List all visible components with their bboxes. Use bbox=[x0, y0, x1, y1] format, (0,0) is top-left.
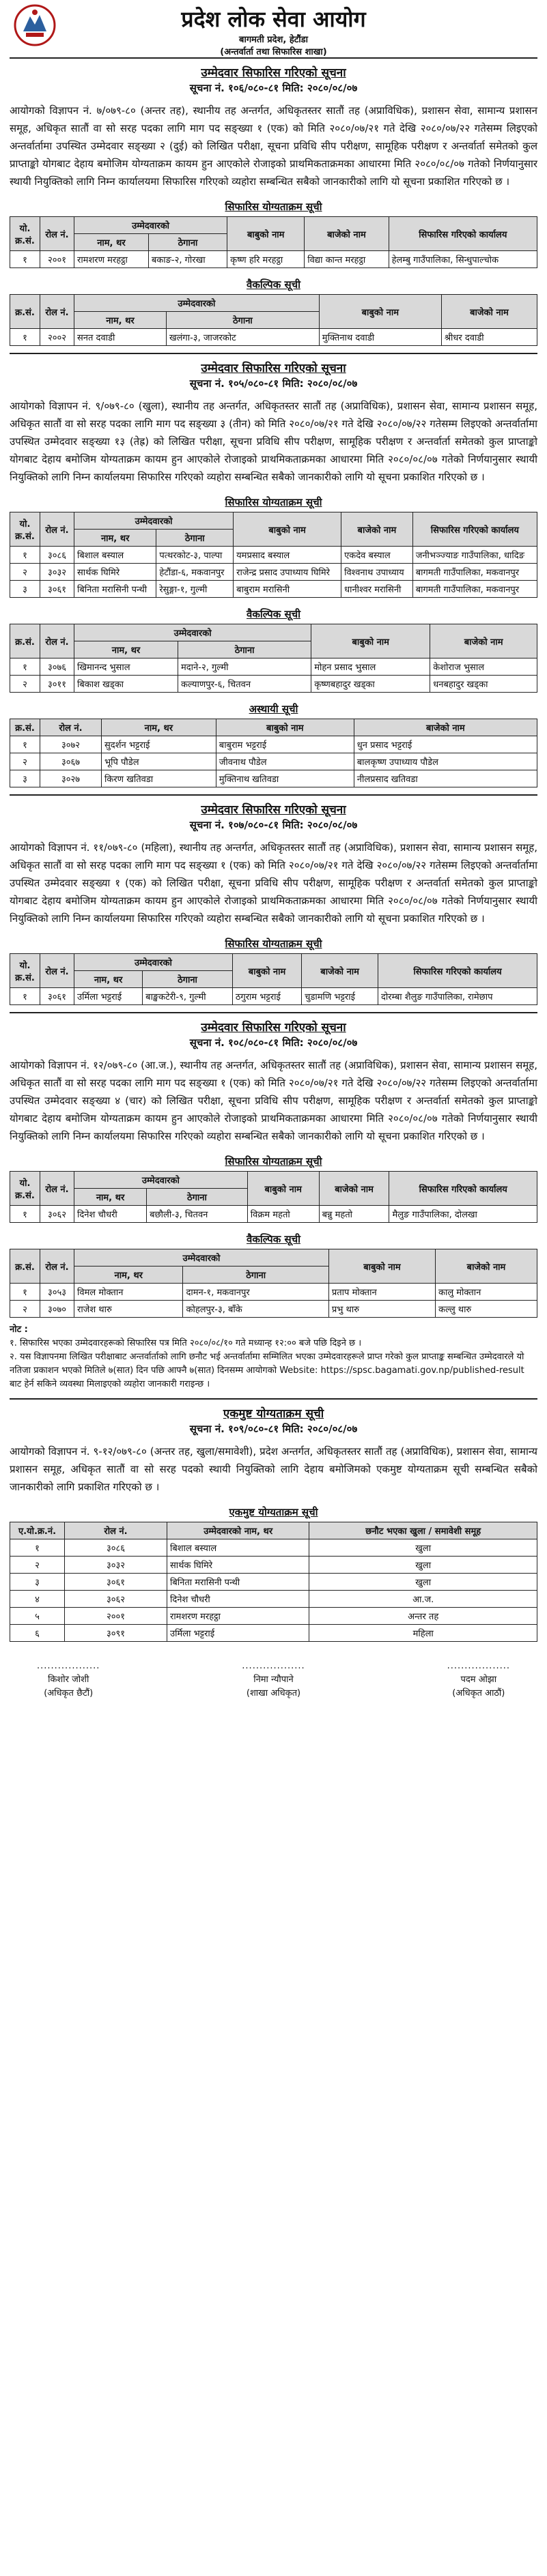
notice-paragraph: आयोगको विज्ञापन नं. ११/०७९-८० (महिला), स्थानीय तह अन्तर्गत, अधिकृतस्तर सातौं तह (अप्राविधिक), प्रशासन सेवा, सामान्य प्रशासन समूह, अधिकृत सातौं वा सो सरह पदका लागि माग पद सङ्ख्या १ (एक) को मिति २०८०/०७/२१ गते देखि २०८०/०७/२२ गतेसम्म लिइएको अन्तर्वार्तामा उपस्थित उम्मेदवार सङ्ख्या १ (एक) को लिखित परीक्षा, सूचना प्रविधि सीप परीक्षण, सामूहिक परीक्षण र अन्तर्वार्ता समेतको कुल प्राप्ताङ्को योगबाट देहाय बमोजिम योग्यताक्रम कायम हुन आएकोले रोजाइको प्राथमिकताक्रमका आधारमा मिति २०८०/०८/०७ गतेको निर्णयानुसार स्थायी नियुक्तिको लागि निम्न कार्यालयमा सिफारिस गरिएको व्यहोरा सम्बन्धित सबैको जानकारीको लागि यो सूचना प्रकाशित गरिएको छ । bbox=[10, 841, 537, 925]
col-roll: रोल नं. bbox=[40, 217, 74, 251]
col-candidate: उम्मेदवारको bbox=[74, 217, 227, 234]
cell-roll: ३०३२ bbox=[65, 1557, 167, 1574]
alternate-table-caption: वैकल्पिक सूची bbox=[247, 1233, 300, 1245]
cell-roll: ३०८६ bbox=[40, 547, 74, 564]
cell-roll: ३०५३ bbox=[40, 1284, 74, 1301]
signatory-name: पदम ओझा bbox=[460, 1675, 497, 1685]
col-father: बाबुको नाम bbox=[232, 954, 301, 988]
cell-name: उर्मिला भट्टराई bbox=[167, 1625, 309, 1642]
cell-address: बकाङ-२, गोरखा bbox=[148, 251, 227, 268]
cell-office: जनीभञ्ज्याङ गाउँपालिका, धादिङ bbox=[412, 547, 537, 564]
recommendation-table bbox=[10, 216, 537, 268]
col-name: नाम, थर bbox=[74, 641, 178, 659]
cell-grandfather: एकदेव बस्याल bbox=[341, 547, 413, 564]
table-row bbox=[10, 564, 537, 581]
cell-address: मदाने-२, गुल्मी bbox=[178, 659, 311, 676]
col-sn: यो. क्र.सं. bbox=[10, 512, 40, 547]
col-sn: यो. क्र.सं. bbox=[10, 954, 40, 988]
extended-table bbox=[10, 719, 537, 787]
recommendation-table bbox=[10, 953, 537, 1005]
col-roll: रोल नं. bbox=[40, 295, 74, 329]
document-header bbox=[10, 0, 537, 59]
cell-father: मोहन प्रसाद भुसाल bbox=[311, 659, 430, 676]
extended-table-caption: अस्थायी सूची bbox=[249, 703, 298, 715]
merit-notice bbox=[10, 1405, 537, 1642]
cell-name: बिनिता मरासिनी पन्थी bbox=[74, 581, 156, 598]
cell-name: बिशाल बस्याल bbox=[167, 1539, 309, 1557]
col-father: बाबुको नाम bbox=[311, 624, 430, 659]
col-candidate: उम्मेदवारको bbox=[74, 295, 320, 312]
col-sn: क्र.सं. bbox=[10, 1249, 40, 1284]
cell-name: किरण खतिवडा bbox=[102, 770, 216, 787]
section-divider bbox=[10, 353, 537, 354]
cell-roll: ३०६२ bbox=[65, 1591, 167, 1608]
col-address: ठेगाना bbox=[148, 234, 227, 251]
cell-roll: ३०९१ bbox=[65, 1625, 167, 1642]
col-father: बाबुको नाम bbox=[234, 512, 341, 547]
signatory-role: (शाखा अधिकृत) bbox=[246, 1688, 301, 1698]
cell-roll: ३०६१ bbox=[65, 1574, 167, 1591]
cell-address: बाङ्खकटेरी-९, गुल्मी bbox=[143, 988, 233, 1005]
col-grandfather: बाजेको नाम bbox=[305, 217, 389, 251]
cell-sn: ६ bbox=[10, 1625, 65, 1642]
col-sn: क्र.सं. bbox=[10, 295, 40, 329]
col-office: सिफारिस गरिएको कार्यालय bbox=[412, 512, 537, 547]
cell-father: जीवनाथ पौडेल bbox=[216, 753, 354, 770]
signatory: .................. पदम ओझा (अधिकृत आठौं) bbox=[447, 1660, 510, 1701]
table-row bbox=[10, 1557, 537, 1574]
recommendation-table bbox=[10, 512, 537, 598]
col-name: नाम, थर bbox=[102, 719, 216, 736]
cell-roll: ३०७२ bbox=[40, 736, 102, 753]
recommendation-table-caption: सिफारिस योग्यताक्रम सूची bbox=[225, 496, 322, 508]
cell-office: दोरम्बा शैलुङ गाउँपालिका, रामेछाप bbox=[378, 988, 537, 1005]
cell-name: बिकाश खड्का bbox=[74, 676, 178, 693]
cell-father: यमप्रसाद बस्याल bbox=[234, 547, 341, 564]
recommendation-table bbox=[10, 1171, 537, 1223]
col-grandfather: बाजेको नाम bbox=[319, 1172, 389, 1206]
col-office: सिफारिस गरिएको कार्यालय bbox=[378, 954, 537, 988]
cell-roll: ३०६२ bbox=[40, 1206, 74, 1223]
section-divider bbox=[10, 794, 537, 796]
col-father: बाबुको नाम bbox=[227, 217, 305, 251]
cell-sn: १ bbox=[10, 1284, 40, 1301]
cell-name: रामशरण मरहट्ठा bbox=[167, 1608, 309, 1625]
col-roll: रोल नं. bbox=[40, 512, 74, 547]
table-row bbox=[10, 1206, 537, 1223]
signatory: .................. निमा न्यौपाने (शाखा अधिकृत) bbox=[242, 1660, 305, 1701]
recommendation-table-caption: सिफारिस योग्यताक्रम सूची bbox=[225, 201, 322, 213]
col-grandfather: बाजेको नाम bbox=[435, 1249, 537, 1284]
col-roll: रोल नं. bbox=[40, 1172, 74, 1206]
cell-roll: ३०६१ bbox=[40, 988, 74, 1005]
notice-title: एकमुष्ट योग्यताक्रम सूची bbox=[223, 1407, 324, 1421]
cell-father: कृष्णबहादुर खड्का bbox=[311, 676, 430, 693]
cell-sn: ४ bbox=[10, 1591, 65, 1608]
table-row bbox=[10, 1608, 537, 1625]
col-name: नाम, थर bbox=[74, 312, 167, 329]
signature-block bbox=[10, 1660, 537, 1701]
cell-sn: १ bbox=[10, 736, 40, 753]
col-sn: यो. क्र.सं. bbox=[10, 217, 40, 251]
cell-roll: ३०११ bbox=[40, 676, 74, 693]
table-row bbox=[10, 659, 537, 676]
organization-title: प्रदेश लोक सेवा आयोग bbox=[181, 6, 366, 32]
notice-number: सूचना नं. १०६/०८०-८१ मिति: २०८०/०८/०७ bbox=[189, 82, 358, 94]
notice-number: सूचना नं. १०९/०८०-८१ मिति: २०८०/०८/०७ bbox=[189, 1423, 358, 1435]
cell-name: दिनेश चौधरी bbox=[74, 1206, 147, 1223]
cell-grandfather: धानीश्वर मरासिनी bbox=[341, 581, 413, 598]
cell-father: राजेन्द्र प्रसाद उपाध्याय घिमिरे bbox=[234, 564, 341, 581]
cell-grandfather: श्रीधर दवाडी bbox=[441, 329, 537, 346]
col-grandfather: बाजेको नाम bbox=[302, 954, 378, 988]
notice-title: उम्मेदवार सिफारिस गरिएको सूचना bbox=[201, 1021, 346, 1034]
col-name: नाम, थर bbox=[74, 234, 149, 251]
cell-grandfather: कालु मोक्तान bbox=[435, 1284, 537, 1301]
cell-name: विमल मोक्तान bbox=[74, 1284, 183, 1301]
col-address: ठेगाना bbox=[143, 971, 233, 988]
notice-paragraph: आयोगको विज्ञापन नं. ७/०७९-८० (अन्तर तह), स्थानीय तह अन्तर्गत, अधिकृतस्तर सातौं तह (अप्राविधिक), प्रशासन सेवा, सामान्य प्रशासन समूह, अधिकृत सातौं वा सो सरह पदका लागि माग पद सङ्ख्या १ (एक) को मिति २०८०/०७/२१ गते देखि २०८०/०७/२२ गतेसम्म लिइएको अन्तर्वार्तामा उपस्थित उम्मेदवार सङ्ख्या २ (दुई) को लिखित परीक्षा, सूचना प्रविधि सीप परीक्षण, सामूहिक परीक्षण र अन्तर्वार्ता समेतको कुल प्राप्ताङ्को योगबाट देहाय बमोजिम योग्यताक्रम कायम हुन आएकोले रोजाइको प्राथमिकताक्रमका आधारमा मिति २०८०/०८/०७ गतेको निर्णयानुसार स्थायी नियुक्तिको लागि निम्न कार्यालयमा सिफारिस गरिएको व्यहोरा सम्बन्धित सबैको जानकारीको लागि यो सूचना प्रकाशित गरिएको छ । bbox=[10, 104, 537, 188]
cell-address: हेटौंडा-६, मकवानपुर bbox=[156, 564, 234, 581]
cell-grandfather: धुन प्रसाद भट्टराई bbox=[354, 736, 537, 753]
cell-roll: ३०७० bbox=[40, 1301, 74, 1318]
note-item: २. यस विज्ञापनमा लिखित परीक्षाबाट अन्तर्वार्ताको लागि छनौट भई अन्तर्वार्तामा सम्मिलित भएका उम्मेदवारहरूले प्राप्त गरेको कुल प्राप्ताङ्क सम्बन्धित उम्मेदवारले यो नतिजा प्रकाशन भएको मितिले ७(सात) दिन पछि आफ्नै ७(सात) दिनसम्म आयोगको Website: https://spsc.bagamati.gov.np/published-result बाट हेर्न सकिने व्यवस्था मिलाइएको व्यहोरा जानकारी गराइन्छ । bbox=[10, 1352, 524, 1389]
cell-address: बछौली-३, चितवन bbox=[147, 1206, 248, 1223]
col-address: ठेगाना bbox=[156, 530, 234, 547]
cell-address: रेसुङ्गा-१, गुल्मी bbox=[156, 581, 234, 598]
cell-group: आ.ज. bbox=[309, 1591, 537, 1608]
cell-grandfather: विश्वनाथ उपाध्याय bbox=[341, 564, 413, 581]
col-name: नाम, थर bbox=[74, 1189, 147, 1206]
cell-office: मैलुङ गाउँपालिका, दोलखा bbox=[389, 1206, 537, 1223]
table-row bbox=[10, 1539, 537, 1557]
cell-name: दिनेश चौधरी bbox=[167, 1591, 309, 1608]
alternate-table-caption: वैकल्पिक सूची bbox=[247, 608, 300, 620]
col-name: नाम, थर bbox=[74, 1267, 183, 1284]
col-father: बाबुको नाम bbox=[247, 1172, 319, 1206]
cell-grandfather: चुडामणि भट्टराई bbox=[302, 988, 378, 1005]
cell-name: भूपि पौडेल bbox=[102, 753, 216, 770]
notice-number: सूचना नं. १०५/०८०-८१ मिति: २०८०/०८/०७ bbox=[189, 377, 358, 390]
signatory-role: (अधिकृत आठौं) bbox=[452, 1688, 505, 1698]
notice-1 bbox=[10, 64, 537, 346]
cell-name: उर्मिला भट्टराई bbox=[74, 988, 143, 1005]
merit-table-caption: एकमुष्ट योग्यताक्रम सूची bbox=[229, 1506, 318, 1518]
cell-father: बाबुराम भट्टराई bbox=[216, 736, 354, 753]
col-roll: रोल नं. bbox=[65, 1522, 167, 1539]
cell-grandfather: नीलप्रसाद खतिवडा bbox=[354, 770, 537, 787]
cell-name: बिनिता मरासिनी पन्थी bbox=[167, 1574, 309, 1591]
cell-sn: ५ bbox=[10, 1608, 65, 1625]
cell-address: पत्थरकोट-३, पाल्पा bbox=[156, 547, 234, 564]
col-grandfather: बाजेको नाम bbox=[354, 719, 537, 736]
col-candidate: उम्मेदवारको bbox=[74, 1249, 329, 1267]
cell-name: सनत दवाडी bbox=[74, 329, 167, 346]
cell-sn: १ bbox=[10, 659, 40, 676]
cell-sn: १ bbox=[10, 251, 40, 268]
col-office: सिफारिस गरिएको कार्यालय bbox=[389, 1172, 537, 1206]
alternate-table bbox=[10, 624, 537, 693]
note-item: १. सिफारिस भएका उम्मेदवारहरूको सिफारिस पत्र मिति २०८०/०८/१० गते मध्यान्ह १२:०० बजे पछि दिइने छ । bbox=[10, 1338, 362, 1348]
col-grandfather: बाजेको नाम bbox=[441, 295, 537, 329]
table-row bbox=[10, 329, 537, 346]
cell-sn: ३ bbox=[10, 581, 40, 598]
branch-name: (अन्तर्वार्ता तथा सिफारिस शाखा) bbox=[220, 47, 327, 57]
notice-4 bbox=[10, 1019, 537, 1391]
col-father: बाबुको नाम bbox=[216, 719, 354, 736]
col-address: ठेगाना bbox=[166, 312, 319, 329]
col-sn: यो. क्र.सं. bbox=[10, 1172, 40, 1206]
table-row bbox=[10, 1284, 537, 1301]
cell-name: सार्थक घिमिरे bbox=[167, 1557, 309, 1574]
cell-sn: १ bbox=[10, 1539, 65, 1557]
cell-sn: २ bbox=[10, 1301, 40, 1318]
cell-office: बागमती गाउँपालिका, मकवानपुर bbox=[412, 564, 537, 581]
table-row bbox=[10, 1625, 537, 1642]
cell-father: कृष्ण हरि मरहट्ठा bbox=[227, 251, 305, 268]
col-grandfather: बाजेको नाम bbox=[341, 512, 413, 547]
table-row bbox=[10, 676, 537, 693]
table-row bbox=[10, 251, 537, 268]
cell-group: खुला bbox=[309, 1574, 537, 1591]
recommendation-table-caption: सिफारिस योग्यताक्रम सूची bbox=[225, 1155, 322, 1168]
table-row bbox=[10, 753, 537, 770]
notes-heading: नोट : bbox=[10, 1325, 28, 1335]
cell-group: खुला bbox=[309, 1539, 537, 1557]
cell-roll: २००२ bbox=[40, 329, 74, 346]
signatory: .................. किशोर जोशी (अधिकृत छैटौं) bbox=[37, 1660, 100, 1701]
cell-name: बिशाल बस्याल bbox=[74, 547, 156, 564]
cell-sn: ३ bbox=[10, 1574, 65, 1591]
notice-3 bbox=[10, 801, 537, 1005]
table-row bbox=[10, 736, 537, 753]
notice-paragraph: आयोगको विज्ञापन नं. ९-१२/०७९-८० (अन्तर तह, खुला/समावेशी), प्रदेश अन्तर्गत, अधिकृतस्तर सातौं तह (अप्राविधिक), प्रशासन सेवा, सामान्य प्रशासन समूह, अधिकृत सातौं वा सो सरह पदको स्थायी नियुक्तिको लागि देहाय बमोजिमको एकमुष्ट योग्यताक्रम सूची सम्बन्धित सबैको जानकारीको लागि प्रकाशित गरिएको छ । bbox=[10, 1445, 537, 1493]
notice-paragraph: आयोगको विज्ञापन नं. ९/०७९-८० (खुला), स्थानीय तह अन्तर्गत, अधिकृतस्तर सातौं तह (अप्राविधिक), प्रशासन सेवा, सामान्य प्रशासन समूह, अधिकृत सातौं वा सो सरह पदका लागि माग पद सङ्ख्या ३ (तीन) को मिति २०८०/०७/२१ गते देखि २०८०/०७/२२ गतेसम्म लिइएको अन्तर्वार्तामा उपस्थित उम्मेदवार सङ्ख्या १३ (तेह्र) को लिखित परीक्षा, सूचना प्रविधि सीप परीक्षण, सामूहिक परीक्षण र अन्तर्वार्ता समेतको कुल प्राप्ताङ्को योगबाट देहाय बमोजिम योग्यताक्रम कायम हुन आएकोले रोजाइको प्राथमिकताक्रमका आधारमा मिति २०८०/०८/०७ गतेको निर्णयानुसार स्थायी नियुक्तिको लागि निम्न कार्यालयमा सिफारिस गरिएको व्यहोरा सम्बन्धित सबैको जानकारीको लागि यो सूचना प्रकाशित गरिएको छ । bbox=[10, 400, 537, 483]
cell-roll: ३०७६ bbox=[40, 659, 74, 676]
cell-roll: ३०८६ bbox=[65, 1539, 167, 1557]
table-row bbox=[10, 988, 537, 1005]
col-grandfather: बाजेको नाम bbox=[430, 624, 537, 659]
cell-name: सार्थक घिमिरे bbox=[74, 564, 156, 581]
col-address: ठेगाना bbox=[183, 1267, 328, 1284]
cell-father: विक्रम महतो bbox=[247, 1206, 319, 1223]
col-address: ठेगाना bbox=[178, 641, 311, 659]
col-candidate: उम्मेदवारको bbox=[74, 624, 311, 641]
col-roll: रोल नं. bbox=[40, 719, 102, 736]
cell-father: मुक्तिनाथ दवाडी bbox=[319, 329, 441, 346]
col-sn: क्र.सं. bbox=[10, 719, 40, 736]
cell-office: हेलम्बु गाउँपालिका, सिन्धुपाल्चोक bbox=[389, 251, 537, 268]
signatory-role: (अधिकृत छैटौं) bbox=[44, 1688, 94, 1698]
cell-father: प्रताप मोक्तान bbox=[328, 1284, 435, 1301]
cell-address: दामन-१, मकवानपुर bbox=[183, 1284, 328, 1301]
cell-group: खुला bbox=[309, 1557, 537, 1574]
col-sn: ए.यो.क्र.नं. bbox=[10, 1522, 65, 1539]
table-row bbox=[10, 1301, 537, 1318]
cell-roll: ३०६७ bbox=[40, 753, 102, 770]
col-father: बाबुको नाम bbox=[328, 1249, 435, 1284]
col-candidate: उम्मेदवारको bbox=[74, 1172, 248, 1189]
col-father: बाबुको नाम bbox=[319, 295, 441, 329]
col-candidate: उम्मेदवारको bbox=[74, 954, 233, 971]
cell-address: कल्याणपुर-६, चितवन bbox=[178, 676, 311, 693]
cell-father: प्रभु थारु bbox=[328, 1301, 435, 1318]
cell-roll: ३०३२ bbox=[40, 564, 74, 581]
cell-grandfather: कल्लु थारु bbox=[435, 1301, 537, 1318]
cell-grandfather: बालकृष्ण उपाध्याय पौडेल bbox=[354, 753, 537, 770]
cell-grandfather: बन्नु महतो bbox=[319, 1206, 389, 1223]
cell-address: खलंगा-३, जाजरकोट bbox=[166, 329, 319, 346]
table-row bbox=[10, 1574, 537, 1591]
col-office: सिफारिस गरिएको कार्यालय bbox=[389, 217, 537, 251]
alternate-table-caption: वैकल्पिक सूची bbox=[247, 278, 300, 291]
table-row bbox=[10, 581, 537, 598]
alternate-table bbox=[10, 1249, 537, 1318]
notice-title: उम्मेदवार सिफारिस गरिएको सूचना bbox=[201, 66, 346, 80]
signatory-name: निमा न्यौपाने bbox=[253, 1675, 294, 1685]
col-name: नाम, थर bbox=[74, 530, 156, 547]
merit-table bbox=[10, 1522, 537, 1642]
table-row bbox=[10, 547, 537, 564]
cell-name: खिमानन्द भुसाल bbox=[74, 659, 178, 676]
col-candidate: उम्मेदवारको bbox=[74, 512, 234, 530]
signatory-name: किशोर जोशी bbox=[48, 1675, 89, 1685]
organization-location: बागमती प्रदेश, हेटौंडा bbox=[239, 35, 308, 45]
cell-father: ठगुराम भट्टराई bbox=[232, 988, 301, 1005]
cell-sn: १ bbox=[10, 329, 40, 346]
cell-sn: २ bbox=[10, 676, 40, 693]
notice-number: सूचना नं. १०८/०८०-८१ मिति: २०८०/०८/०७ bbox=[189, 1037, 358, 1049]
cell-sn: २ bbox=[10, 564, 40, 581]
cell-group: अन्तर तह bbox=[309, 1608, 537, 1625]
cell-office: बागमती गाउँपालिका, मकवानपुर bbox=[412, 581, 537, 598]
notice-2 bbox=[10, 360, 537, 787]
col-roll: रोल नं. bbox=[40, 1249, 74, 1284]
col-roll: रोल नं. bbox=[40, 954, 74, 988]
notice-paragraph: आयोगको विज्ञापन नं. १२/०७९-८० (आ.ज.), स्थानीय तह अन्तर्गत, अधिकृतस्तर सातौं तह (अप्राविधिक), प्रशासन सेवा, सामान्य प्रशासन समूह, अधिकृत सातौं वा सो सरह पदका लागि माग पद सङ्ख्या १ (एक) को मिति २०८०/०७/२१ गते देखि २०८०/०७/२२ गतेसम्म लिइएको अन्तर्वार्तामा उपस्थित उम्मेदवार सङ्ख्या ४ (चार) को लिखित परीक्षा, सूचना प्रविधि सीप परीक्षण, सामूहिक परीक्षण र अन्तर्वार्ता समेतको कुल प्राप्ताङ्को योगबाट देहाय बमोजिम योग्यताक्रम कायम हुन आएकोले रोजाइको प्राथमिकताक्रमका आधारमा मिति २०८०/०८/०७ गतेको निर्णयानुसार स्थायी नियुक्तिको लागि निम्न कार्यालयमा सिफारिस गरिएको व्यहोरा सम्बन्धित सबैको जानकारीको लागि यो सूचना प्रकाशित गरिएको छ । bbox=[10, 1059, 537, 1142]
notice-number: सूचना नं. १०७/०८०-८१ मिति: २०८०/०८/०७ bbox=[189, 819, 358, 831]
cell-name: सुदर्शन भट्टराई bbox=[102, 736, 216, 753]
col-name: उम्मेदवारको नाम, थर bbox=[167, 1522, 309, 1539]
alternate-table bbox=[10, 294, 537, 346]
col-group: छनौट भएका खुला / समावेशी समूह bbox=[309, 1522, 537, 1539]
cell-sn: ३ bbox=[10, 770, 40, 787]
cell-group: महिला bbox=[309, 1625, 537, 1642]
cell-grandfather: धनबहादुर खड्का bbox=[430, 676, 537, 693]
notice-title: उम्मेदवार सिफारिस गरिएको सूचना bbox=[201, 362, 346, 375]
cell-father: बाबुराम मरासिनी bbox=[234, 581, 341, 598]
section-divider bbox=[10, 1398, 537, 1400]
section-divider bbox=[10, 1012, 537, 1013]
cell-roll: ३०२७ bbox=[40, 770, 102, 787]
cell-grandfather: विद्या कान्त मरहट्ठा bbox=[305, 251, 389, 268]
cell-father: मुक्तिनाथ खतिवडा bbox=[216, 770, 354, 787]
cell-grandfather: केशोराज भुसाल bbox=[430, 659, 537, 676]
cell-sn: १ bbox=[10, 1206, 40, 1223]
cell-name: रामशरण मरहट्ठा bbox=[74, 251, 149, 268]
col-name: नाम, थर bbox=[74, 971, 143, 988]
cell-roll: २००१ bbox=[40, 251, 74, 268]
table-row bbox=[10, 1591, 537, 1608]
col-sn: क्र.सं. bbox=[10, 624, 40, 659]
notice-title: उम्मेदवार सिफारिस गरिएको सूचना bbox=[201, 803, 346, 817]
cell-roll: ३०६१ bbox=[40, 581, 74, 598]
cell-sn: २ bbox=[10, 753, 40, 770]
cell-sn: १ bbox=[10, 988, 40, 1005]
cell-address: कोहलपुर-३, बाँके bbox=[183, 1301, 328, 1318]
table-row bbox=[10, 770, 537, 787]
cell-name: राजेश थारु bbox=[74, 1301, 183, 1318]
col-roll: रोल नं. bbox=[40, 624, 74, 659]
cell-sn: २ bbox=[10, 1557, 65, 1574]
cell-roll: २००१ bbox=[65, 1608, 167, 1625]
cell-sn: १ bbox=[10, 547, 40, 564]
notes-block bbox=[10, 1323, 537, 1391]
recommendation-table-caption: सिफारिस योग्यताक्रम सूची bbox=[225, 938, 322, 950]
col-address: ठेगाना bbox=[147, 1189, 248, 1206]
